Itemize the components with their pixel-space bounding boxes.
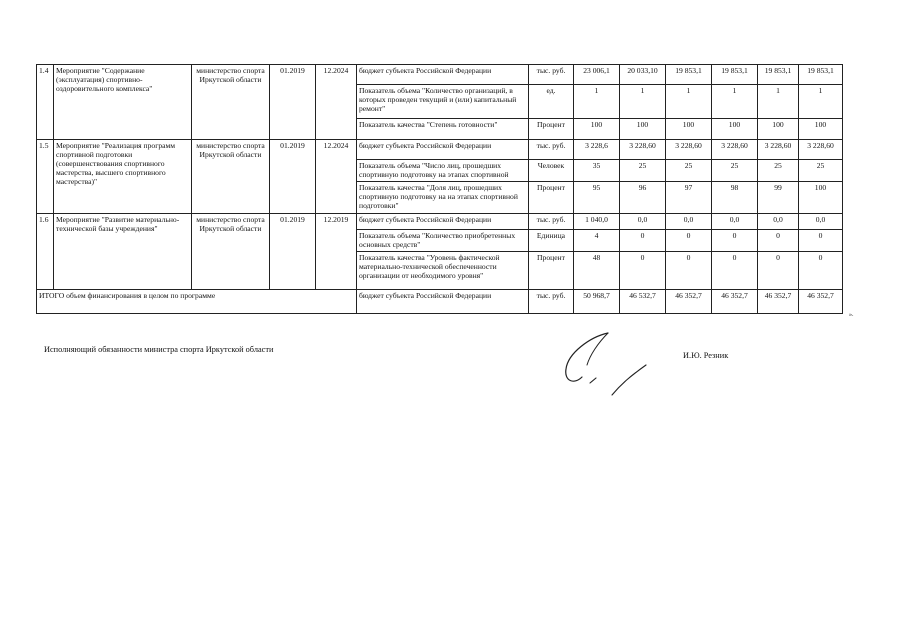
value-cell: 1 040,0 — [574, 214, 620, 230]
value-cell: 0,0 — [620, 214, 666, 230]
start-date: 01.2019 — [270, 65, 316, 140]
value-cell: 25 — [666, 160, 712, 182]
line-unit: тыс. руб. — [529, 214, 574, 230]
value-cell: 1 — [666, 85, 712, 119]
value-cell: 19 853,1 — [712, 65, 758, 85]
value-cell: 3 228,60 — [712, 140, 758, 160]
value-cell: 19 853,1 — [666, 65, 712, 85]
line-unit: ед. — [529, 85, 574, 119]
line-label: Показатель объема "Число лиц, прошедших спортивную подготовку на этапах спортивной — [357, 160, 529, 182]
value-cell: 0,0 — [666, 214, 712, 230]
value-cell: 25 — [799, 160, 843, 182]
value-cell: 1 — [620, 85, 666, 119]
value-cell: 25 — [712, 160, 758, 182]
start-date: 01.2019 — [270, 140, 316, 214]
value-cell: 0 — [758, 230, 799, 252]
signatory-name: И.Ю. Резник — [683, 351, 729, 360]
line-label: Показатель качества "Уровень фактической материально-технической обеспеченности организации от необходимого уровня" — [357, 252, 529, 290]
value-cell: 100 — [574, 119, 620, 140]
value-cell: 4 — [574, 230, 620, 252]
line-label: Показатель качества "Степень готовности" — [357, 119, 529, 140]
line-unit: Единица — [529, 230, 574, 252]
row-number: 1.4 — [37, 65, 54, 140]
value-cell: 98 — [712, 182, 758, 214]
value-cell: 0 — [620, 230, 666, 252]
executor: министерство спорта Иркутской области — [192, 65, 270, 140]
closing-quote-mark: ». — [849, 312, 854, 318]
total-value-cell: 50 968,7 — [574, 290, 620, 314]
value-cell: 3 228,60 — [758, 140, 799, 160]
table-row — [37, 65, 843, 85]
value-cell: 96 — [620, 182, 666, 214]
value-cell: 0 — [799, 230, 843, 252]
value-cell: 0 — [620, 252, 666, 290]
line-unit: Человек — [529, 160, 574, 182]
value-cell: 100 — [620, 119, 666, 140]
value-cell: 3 228,6 — [574, 140, 620, 160]
value-cell: 0 — [758, 252, 799, 290]
total-value-cell: 46 532,7 — [620, 290, 666, 314]
line-label: бюджет субъекта Российской Федерации — [357, 214, 529, 230]
handwritten-signature — [560, 325, 650, 400]
value-cell: 100 — [758, 119, 799, 140]
line-label: Показатель объема "Количество приобретенных основных средств" — [357, 230, 529, 252]
value-cell: 3 228,60 — [620, 140, 666, 160]
row-number: 1.5 — [37, 140, 54, 214]
value-cell: 0 — [712, 230, 758, 252]
value-cell: 95 — [574, 182, 620, 214]
value-cell: 0,0 — [712, 214, 758, 230]
line-unit: тыс. руб. — [529, 65, 574, 85]
value-cell: 25 — [620, 160, 666, 182]
executor: министерство спорта Иркутской области — [192, 214, 270, 290]
executor: министерство спорта Иркутской области — [192, 140, 270, 214]
value-cell: 23 006,1 — [574, 65, 620, 85]
total-value-cell: 46 352,7 — [666, 290, 712, 314]
value-cell: 99 — [758, 182, 799, 214]
budget-table — [36, 64, 843, 314]
line-label: бюджет субъекта Российской Федерации — [357, 140, 529, 160]
value-cell: 100 — [666, 119, 712, 140]
value-cell: 35 — [574, 160, 620, 182]
total-label: ИТОГО объем финансирования в целом по программе — [37, 290, 357, 314]
total-row — [37, 290, 843, 314]
line-unit: тыс. руб. — [529, 140, 574, 160]
value-cell: 100 — [799, 119, 843, 140]
table-row — [37, 140, 843, 160]
event-name: Мероприятие "Содержание (эксплуатация) спортивно-оздоровительного комплекса" — [54, 65, 192, 140]
line-label: Показатель объема "Количество организаций, в которых проведен текущий и (или) капитальный ремонт" — [357, 85, 529, 119]
value-cell: 1 — [712, 85, 758, 119]
total-value-cell: 46 352,7 — [799, 290, 843, 314]
value-cell: 19 853,1 — [758, 65, 799, 85]
table-row — [37, 214, 843, 230]
signatory-position: Исполняющий обязанности министра спорта Иркутской области — [44, 345, 274, 354]
value-cell: 100 — [712, 119, 758, 140]
total-unit: тыс. руб. — [529, 290, 574, 314]
line-label: Показатель качества "Доля лиц, прошедших спортивную подготовку на на этапах спортивной подготовки" — [357, 182, 529, 214]
value-cell: 0,0 — [758, 214, 799, 230]
total-source: бюджет субъекта Российской Федерации — [357, 290, 529, 314]
value-cell: 1 — [574, 85, 620, 119]
value-cell: 0 — [666, 252, 712, 290]
value-cell: 0 — [666, 230, 712, 252]
value-cell: 1 — [758, 85, 799, 119]
end-date: 12.2024 — [316, 140, 357, 214]
line-label: бюджет субъекта Российской Федерации — [357, 65, 529, 85]
value-cell: 97 — [666, 182, 712, 214]
value-cell: 48 — [574, 252, 620, 290]
row-number: 1.6 — [37, 214, 54, 290]
line-unit: Процент — [529, 119, 574, 140]
line-unit: Процент — [529, 182, 574, 214]
value-cell: 0 — [712, 252, 758, 290]
line-unit: Процент — [529, 252, 574, 290]
total-value-cell: 46 352,7 — [712, 290, 758, 314]
end-date: 12.2019 — [316, 214, 357, 290]
start-date: 01.2019 — [270, 214, 316, 290]
value-cell: 25 — [758, 160, 799, 182]
event-name: Мероприятие "Развитие материально-технической базы учреждения" — [54, 214, 192, 290]
value-cell: 20 033,10 — [620, 65, 666, 85]
value-cell: 1 — [799, 85, 843, 119]
end-date: 12.2024 — [316, 65, 357, 140]
total-value-cell: 46 352,7 — [758, 290, 799, 314]
value-cell: 100 — [799, 182, 843, 214]
value-cell: 3 228,60 — [799, 140, 843, 160]
value-cell: 19 853,1 — [799, 65, 843, 85]
event-name: Мероприятие "Реализация программ спортивной подготовки (совершенствования спортивного мастерства, высшего спортивного мастерства)" — [54, 140, 192, 214]
value-cell: 0,0 — [799, 214, 843, 230]
value-cell: 0 — [799, 252, 843, 290]
value-cell: 3 228,60 — [666, 140, 712, 160]
